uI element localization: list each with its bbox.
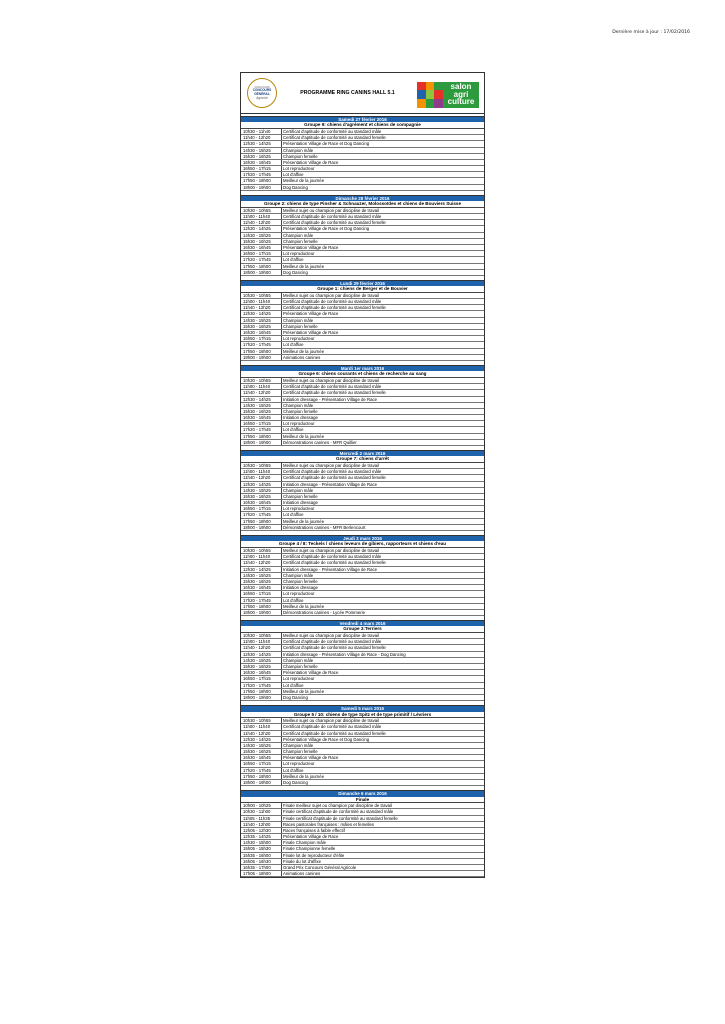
activity: Champion mâle — [283, 317, 314, 323]
time-slot: 10h30 - 10h55 — [241, 633, 282, 638]
time-slot: 11h40 - 12h20 — [241, 220, 282, 225]
day-header: Mercredi 2 mars 2016 — [241, 450, 484, 456]
time-slot: 14h30 - 15h25 — [241, 403, 282, 408]
activity: Meilleur sujet ou champion par discipline de travail — [283, 548, 380, 554]
activity: Certificat d'aptitude de conformité au standard mâle — [283, 639, 382, 645]
time-slot: 18h00 - 19h00 — [241, 440, 282, 445]
activity: Lot d'affixe — [283, 342, 304, 348]
activity: Champion femelle — [283, 323, 318, 329]
time-slot: 17h50 - 18h00 — [241, 689, 282, 694]
schedule-row — [241, 440, 484, 446]
activity: Champion mâle — [283, 657, 314, 663]
activity: Certificat d'aptitude de conformité au standard mâle — [283, 554, 382, 560]
activity: Certificat d'aptitude de conformité au standard femelle — [283, 560, 386, 566]
time-slot: 11h00 - 11h40 — [241, 639, 282, 644]
activity: Présentation Village de Race et Dog Dancing — [283, 226, 370, 232]
activity: Dog Dancing — [283, 694, 308, 700]
time-slot: 17h05 - 18h00 — [241, 871, 282, 876]
schedule-row — [241, 355, 484, 361]
group-title: Groupe 2: chiens de type Pinsher & Schnauzer, Molossoïdes et chiens de Bouviers Suisse — [241, 201, 484, 208]
time-slot: 17h20 - 17h45 — [241, 257, 282, 262]
time-slot: 15h30 - 16h25 — [241, 749, 282, 754]
time-slot: 14h30 - 15h25 — [241, 743, 282, 748]
time-slot: 10h30 - 10h55 — [241, 463, 282, 468]
time-slot: 12h30 - 14h25 — [241, 567, 282, 572]
logo-tile — [434, 99, 443, 108]
activity: Meilleur sujet ou champion par discipline de travail — [283, 633, 380, 639]
time-slot: 16h30 - 16h45 — [241, 415, 282, 420]
day-header: Dimanche 6 mars 2016 — [241, 790, 484, 796]
activity: Champion femelle — [283, 153, 318, 159]
activity: Lot reproducteur — [283, 506, 315, 512]
logo-line-3: Agricole — [256, 95, 268, 100]
time-slot: 16h30 - 16h45 — [241, 755, 282, 760]
time-slot: 10h00 - 10h25 — [241, 803, 282, 808]
logo-word-1: salon — [450, 82, 472, 92]
activity: Présentation Village de Race — [283, 755, 339, 761]
activity: Champion femelle — [283, 664, 318, 670]
activity: Finale certificat d'aptitude de conformité au standard femelle — [283, 815, 398, 821]
time-slot: 11h00 - 11h40 — [241, 384, 282, 389]
time-slot: 11h00 - 11h40 — [241, 724, 282, 729]
activity: Meilleur de la journée — [283, 773, 325, 779]
logo-tile — [417, 99, 426, 108]
time-slot: 17h50 - 18h00 — [241, 349, 282, 354]
activity: Certificat d'aptitude de conformité au standard femelle — [283, 730, 386, 736]
activity: Initiation dressage — [283, 585, 318, 591]
activity: Initiation dressage - Présentation Village de Race — [283, 396, 378, 402]
logo-arc-text: CONCOURS — [254, 85, 270, 89]
schedule-row — [241, 780, 484, 786]
time-slot: 16h30 - 16h45 — [241, 245, 282, 250]
time-slot: 10h30 - 10h55 — [241, 718, 282, 723]
activity: Champion femelle — [283, 493, 318, 499]
concours-general-logo — [247, 78, 277, 108]
activity: Lot d'affixe — [283, 172, 304, 178]
time-slot: 15h30 - 16h25 — [241, 494, 282, 499]
activity: Initiation dressage — [283, 415, 318, 421]
time-slot: 12h35 - 14h25 — [241, 834, 282, 839]
schedule-days — [241, 116, 484, 877]
day-header: Vendredi 4 mars 2016 — [241, 620, 484, 626]
time-slot: 11h05 - 11h35 — [241, 816, 282, 821]
time-slot: 14h30 - 15h25 — [241, 573, 282, 578]
time-slot: 11h40 - 12h20 — [241, 135, 282, 140]
group-title: Groupe 1: chiens de Berger et de Bouvier — [241, 286, 484, 293]
time-slot: 10h30 - 11h00 — [241, 809, 282, 814]
group-title: Groupe 6: chiens courants et chiens de recherche au sang — [241, 371, 484, 378]
time-slot: 17h50 - 18h00 — [241, 774, 282, 779]
activity: Finale Champion mâle — [283, 840, 326, 846]
activity: Meilleur sujet ou champion par discipline de travail — [283, 718, 380, 724]
logo-line-1: CONCOURS — [252, 88, 272, 93]
logo-tile — [426, 99, 435, 108]
activity: Champion femelle — [283, 578, 318, 584]
salon-agriculture-logo — [417, 81, 479, 108]
program-header — [241, 73, 484, 114]
time-slot: 18h00 - 19h00 — [241, 695, 282, 700]
schedule-row — [241, 185, 484, 191]
time-slot: 14h30 - 15h25 — [241, 148, 282, 153]
time-slot: 16h30 - 16h45 — [241, 500, 282, 505]
time-slot: 16h35 - 17h00 — [241, 865, 282, 870]
activity: Lot reproducteur — [283, 421, 315, 427]
activity: Initiation dressage - Présentation Village de Race — [283, 481, 378, 487]
activity: Certificat d'aptitude de conformité au standard mâle — [283, 299, 382, 305]
activity: Certificat d'aptitude de conformité au standard mâle — [283, 214, 382, 220]
activity: Lot d'affixe — [283, 682, 304, 688]
time-slot: 16h30 - 16h45 — [241, 670, 282, 675]
time-slot: 18h00 - 19h00 — [241, 525, 282, 530]
group-title: Groupe 5 / 10: chiens de type Spitz et de type primitif / Lévriers — [241, 712, 484, 719]
time-slot: 11h00 - 11h40 — [241, 554, 282, 559]
time-slot: 12h30 - 14h25 — [241, 397, 282, 402]
time-slot: 12h30 - 14h25 — [241, 482, 282, 487]
activity: Lot reproducteur — [283, 251, 315, 257]
last-update-note: Dernière mise à jour : 17/02/2016 — [612, 30, 690, 35]
time-slot: 17h50 - 18h00 — [241, 604, 282, 609]
time-slot: 17h20 - 17h45 — [241, 427, 282, 432]
group-title: Groupe 7: chiens d'arrêt — [241, 456, 484, 463]
group-title: Groupe 3:Terriers — [241, 626, 484, 633]
activity: Meilleur sujet ou champion par discipline de travail — [283, 377, 380, 383]
activity: Meilleur de la journée — [283, 263, 325, 269]
time-slot: 17h20 - 17h45 — [241, 598, 282, 603]
activity: Certificat d'aptitude de conformité au standard femelle — [283, 135, 386, 141]
activity: Finale lot de reproducteur d'élite — [283, 852, 345, 858]
time-slot: 18h00 - 19h00 — [241, 185, 282, 190]
time-slot: 10h30 - 10h55 — [241, 293, 282, 298]
activity: Lot reproducteur — [283, 591, 315, 597]
page-title: PROGRAMME RING CANINS HALL 5.1 — [300, 90, 395, 96]
time-slot: 15h05 - 15h30 — [241, 846, 282, 851]
activity: Grand Prix Concours Général Agricole — [283, 865, 357, 871]
time-slot: 14h30 - 15h00 — [241, 840, 282, 845]
time-slot: 17h20 - 17h45 — [241, 683, 282, 688]
time-slot: 10h30 - 10h55 — [241, 208, 282, 213]
time-slot: 12h30 - 14h25 — [241, 226, 282, 231]
schedule-row — [241, 610, 484, 616]
logo-tile — [417, 90, 426, 99]
activity: Lot reproducteur — [283, 336, 315, 342]
schedule-row — [241, 525, 484, 531]
time-slot: 16h50 - 17h15 — [241, 166, 282, 171]
activity: Certificat d'aptitude de conformité au standard mâle — [283, 469, 382, 475]
activity: Champion mâle — [283, 742, 314, 748]
logo-color-tiles — [417, 82, 443, 108]
time-slot: 11h40 - 12h20 — [241, 475, 282, 480]
activity: Champion femelle — [283, 408, 318, 414]
logo-word-2: agri — [453, 89, 469, 99]
time-slot: 17h20 - 17h45 — [241, 768, 282, 773]
time-slot: 18h00 - 19h00 — [241, 610, 282, 615]
logo-line-2: GÉNÉRAL — [254, 92, 270, 96]
activity: Finale du lot d'affixe — [283, 858, 322, 864]
time-slot: 16h05 - 16h30 — [241, 859, 282, 864]
day-header: Lundi 29 février 2016 — [241, 280, 484, 286]
activity: Certificat d'aptitude de conformité au standard femelle — [283, 645, 386, 651]
time-slot: 16h50 - 17h15 — [241, 336, 282, 341]
time-slot: 17h20 - 17h45 — [241, 172, 282, 177]
activity: Animations canines — [283, 354, 321, 360]
time-slot: 15h30 - 16h25 — [241, 664, 282, 669]
time-slot: 10h30 - 11h40 — [241, 129, 282, 134]
time-slot: 16h50 - 17h15 — [241, 676, 282, 681]
time-slot: 16h50 - 17h15 — [241, 761, 282, 766]
time-slot: 12h30 - 14h25 — [241, 311, 282, 316]
time-slot: 11h00 - 11h40 — [241, 299, 282, 304]
day-header: Mardi 1er mars 2016 — [241, 365, 484, 371]
time-slot: 15h30 - 16h25 — [241, 324, 282, 329]
schedule-row — [241, 270, 484, 276]
activity: Dog Dancing — [283, 184, 308, 190]
logo-word-3: culture — [447, 97, 475, 107]
day-header: Samedi 27 février 2016 — [241, 116, 484, 122]
time-slot: 15h30 - 16h25 — [241, 239, 282, 244]
time-slot: 17h50 - 18h00 — [241, 434, 282, 439]
time-slot: 11h40 - 12h00 — [241, 822, 282, 827]
activity: Meilleur de la journée — [283, 603, 325, 609]
time-slot: 11h00 - 11h40 — [241, 214, 282, 219]
logo-tile — [426, 90, 435, 99]
program-sheet — [240, 72, 485, 878]
activity: Présentation Village de Race — [283, 311, 339, 317]
logo-tile — [417, 82, 426, 91]
time-slot: 12h30 - 14h25 — [241, 652, 282, 657]
schedule-row — [241, 695, 484, 701]
activity: Présentation Village de Race — [283, 159, 339, 165]
time-slot: 18h00 - 19h00 — [241, 355, 282, 360]
activity: Présentation Village de Race — [283, 330, 339, 336]
activity: Lot d'affixe — [283, 427, 304, 433]
activity: Initiation dressage — [283, 500, 318, 506]
group-title: Finale — [241, 797, 484, 804]
activity: Champion mâle — [283, 572, 314, 578]
activity: Meilleur de la journée — [283, 178, 325, 184]
time-slot: 11h40 - 12h20 — [241, 305, 282, 310]
activity: Lot d'affixe — [283, 512, 304, 518]
activity: Certificat d'aptitude de conformité au standard femelle — [283, 475, 386, 481]
activity: Meilleur de la journée — [283, 518, 325, 524]
time-slot: 16h50 - 17h15 — [241, 251, 282, 256]
day-header: Samedi 5 mars 2016 — [241, 705, 484, 711]
activity: Dog Dancing — [283, 780, 308, 785]
activity: Lot d'affixe — [283, 257, 304, 263]
schedule-row — [241, 871, 484, 877]
activity: Présentation Village de Race et Dog Dancing — [283, 141, 370, 147]
time-slot: 14h30 - 15h25 — [241, 488, 282, 493]
activity: Lot d'affixe — [283, 767, 304, 773]
activity: Meilleur de la journée — [283, 433, 325, 439]
activity: Finale certificat d'aptitude de conformité au standard mâle — [283, 809, 394, 815]
activity: Initiation dressage - Présentation Village de Race - Dog Dancing — [283, 651, 406, 657]
time-slot: 14h30 - 15h25 — [241, 318, 282, 323]
logo-tile — [434, 82, 443, 91]
time-slot: 16h30 - 16h45 — [241, 160, 282, 165]
activity: Certificat d'aptitude de conformité au standard femelle — [283, 305, 386, 311]
activity: Animations canines — [283, 871, 321, 877]
activity: Meilleur de la journée — [283, 688, 325, 694]
time-slot: 16h30 - 16h45 — [241, 330, 282, 335]
activity: Meilleur sujet ou champion par discipline de travail — [283, 292, 380, 298]
group-title: Groupe 9: chiens d'agrément et chiens de compagnie — [241, 122, 484, 129]
activity: Certificat d'aptitude de conformité au standard femelle — [283, 390, 386, 396]
time-slot: 11h40 - 12h20 — [241, 645, 282, 650]
time-slot: 16h50 - 17h15 — [241, 506, 282, 511]
activity: Présentation Village de Race et Dog Dancing — [283, 736, 370, 742]
activity: Champion mâle — [283, 232, 314, 238]
time-slot: 12h05 - 12h30 — [241, 828, 282, 833]
activity: Lot d'affixe — [283, 597, 304, 603]
time-slot: 16h30 - 16h45 — [241, 585, 282, 590]
activity: Présentation Village de Race — [283, 834, 339, 840]
logo-tile — [426, 82, 435, 91]
activity: Certificat d'aptitude de conformité au standard mâle — [283, 724, 382, 730]
group-title: Groupe 4 / 8: Teckels / chiens leveurs de gibiers, rapporteurs et chiens d'eau — [241, 541, 484, 548]
activity: Meilleur sujet ou champion par discipline de travail — [283, 207, 380, 213]
time-slot: 15h35 - 16h00 — [241, 853, 282, 858]
day-header: Dimanche 28 février 2016 — [241, 195, 484, 201]
activity: Certificat d'aptitude de conformité au standard mâle — [283, 384, 382, 390]
time-slot: 15h30 - 16h25 — [241, 154, 282, 159]
day-header: Jeudi 3 mars 2016 — [241, 535, 484, 541]
activity: Certificat d'aptitude de conformité au standard femelle — [283, 220, 386, 226]
time-slot: 14h30 - 15h25 — [241, 233, 282, 238]
logo-wordmark — [443, 82, 479, 108]
time-slot: 17h20 - 17h45 — [241, 342, 282, 347]
time-slot: 11h40 - 12h20 — [241, 390, 282, 395]
activity: Champion femelle — [283, 238, 318, 244]
time-slot: 10h30 - 10h55 — [241, 548, 282, 553]
activity: Lot reproducteur — [283, 676, 315, 682]
time-slot: 15h30 - 16h25 — [241, 409, 282, 414]
activity: Démonstrations canines - MFR Berlencourt — [283, 524, 366, 530]
logo-tile — [434, 90, 443, 99]
activity: Dog Dancing — [283, 269, 308, 275]
activity: Présentation Village de Race — [283, 670, 339, 676]
activity: Champion mâle — [283, 402, 314, 408]
activity: Lot reproducteur — [283, 761, 315, 767]
time-slot: 10h30 - 10h55 — [241, 378, 282, 383]
time-slot: 12h30 - 14h25 — [241, 737, 282, 742]
time-slot: 15h30 - 16h25 — [241, 579, 282, 584]
time-slot: 16h50 - 17h15 — [241, 421, 282, 426]
activity: Démonstrations canines - MFR Quillier — [283, 439, 357, 445]
time-slot: 12h30 - 14h25 — [241, 141, 282, 146]
activity: Champion femelle — [283, 749, 318, 755]
time-slot: 16h50 - 17h15 — [241, 591, 282, 596]
time-slot: 17h50 - 18h00 — [241, 264, 282, 269]
activity: Certificat d'aptitude de conformité au standard mâle — [283, 128, 382, 134]
activity: Initiation dressage - Présentation Village de Race — [283, 566, 378, 572]
time-slot: 11h00 - 11h40 — [241, 469, 282, 474]
time-slot: 11h40 - 12h20 — [241, 560, 282, 565]
time-slot: 14h30 - 15h25 — [241, 658, 282, 663]
activity: Finale Championne femelle — [283, 846, 336, 852]
activity: Races françaises à faible effectif — [283, 827, 345, 833]
activity: Champion mâle — [283, 487, 314, 493]
activity: Meilleur de la journée — [283, 348, 325, 354]
time-slot: 17h50 - 18h00 — [241, 519, 282, 524]
activity: Races pastorales françaises : mâles et femelles — [283, 821, 374, 827]
time-slot: 11h40 - 12h20 — [241, 731, 282, 736]
activity: Meilleur sujet ou champion par discipline de travail — [283, 462, 380, 468]
time-slot: 17h20 - 17h45 — [241, 512, 282, 517]
activity: Finale meilleur sujet ou champion par discipline de travail — [283, 803, 392, 809]
activity: Présentation Village de Race — [283, 244, 339, 250]
activity: Démonstrations canines - Lycée Pommerie — [283, 609, 365, 615]
time-slot: 18h00 - 19h00 — [241, 780, 282, 785]
activity: Champion mâle — [283, 147, 314, 153]
activity: Lot reproducteur — [283, 166, 315, 172]
time-slot: 17h50 - 18h00 — [241, 178, 282, 183]
time-slot: 18h00 - 19h00 — [241, 270, 282, 275]
